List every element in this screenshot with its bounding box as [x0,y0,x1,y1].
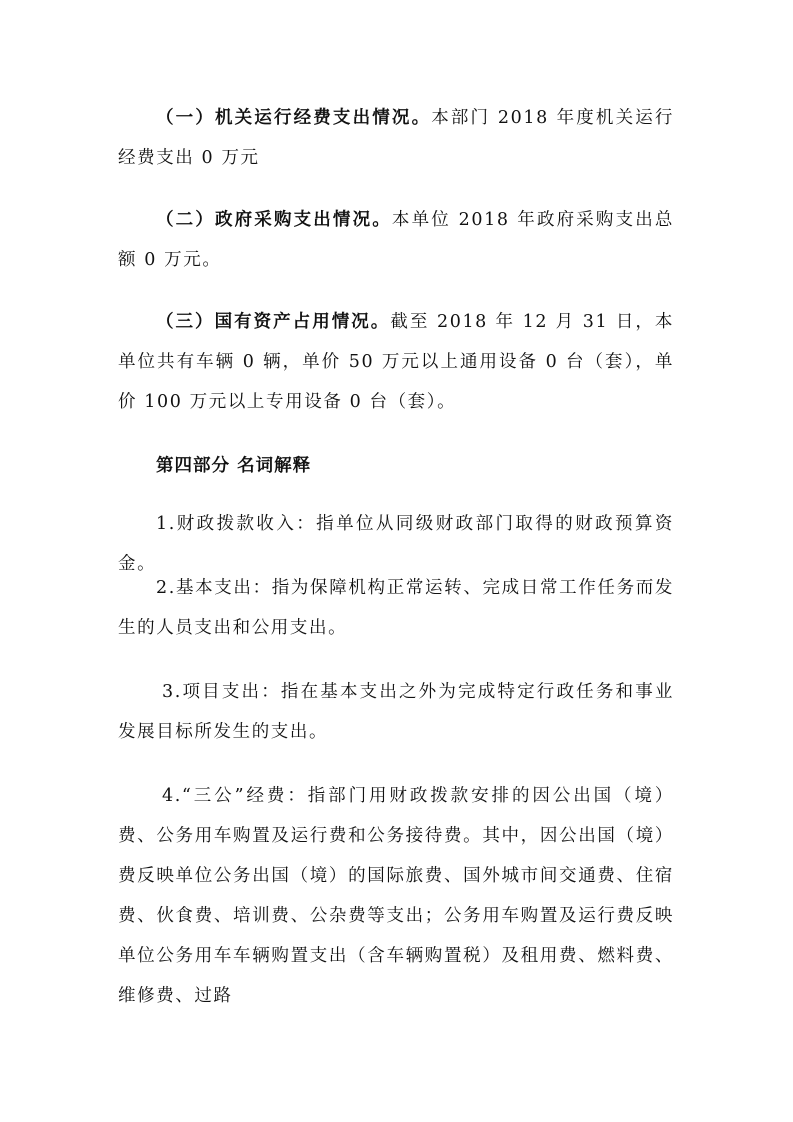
section-lead: （一）机关运行经费支出情况。 [156,108,432,128]
definition-item: 1.财政拨款收入：指单位从同级财政部门取得的财政预算资金。 [118,514,674,574]
section-body: 截至 2018 年 12 月 31 日，本单位共有车辆 0 辆，单价 50 万元以上通用设备 0 台（套），单价 100 万元以上专用设备 0 台（套）。 [118,312,674,412]
definition-item: 3.项目支出：指在基本支出之外为完成特定行政任务和事业发展目标所发生的支出。 [118,682,674,742]
definition-item: 2.基本支出：指为保障机构正常运转、完成日常工作任务而发生的人员支出和公用支出。 [118,578,674,638]
section-body: 本部门 2018 年度机关运行经费支出 0 万元 [118,108,674,168]
definition-item: 4.“三公”经费：指部门用财政拨款安排的因公出国（境）费、公务用车购置及运行费和公务接待费。其中，因公出国（境）费反映单位公务出国（境）的国际旅费、国外城市间交通费、住宿费、伙食费、培训费、公杂费等支出；公务用车购置及运行费反映单位公务用车车辆购置支出（含车辆购置税）及租用费、燃料费、维修费、过路 [118,786,674,1006]
section-lead: （二）政府采购支出情况。 [156,210,392,230]
section-lead: （三）国有资产占用情况。 [156,312,391,332]
section-body: 本单位 2018 年政府采购支出总额 0 万元。 [118,210,674,270]
section-state-assets [118,302,674,422]
section-operating-expenses [118,98,674,178]
part-heading: 第四部分 名词解释 [156,456,312,476]
section-government-procurement [118,200,674,280]
